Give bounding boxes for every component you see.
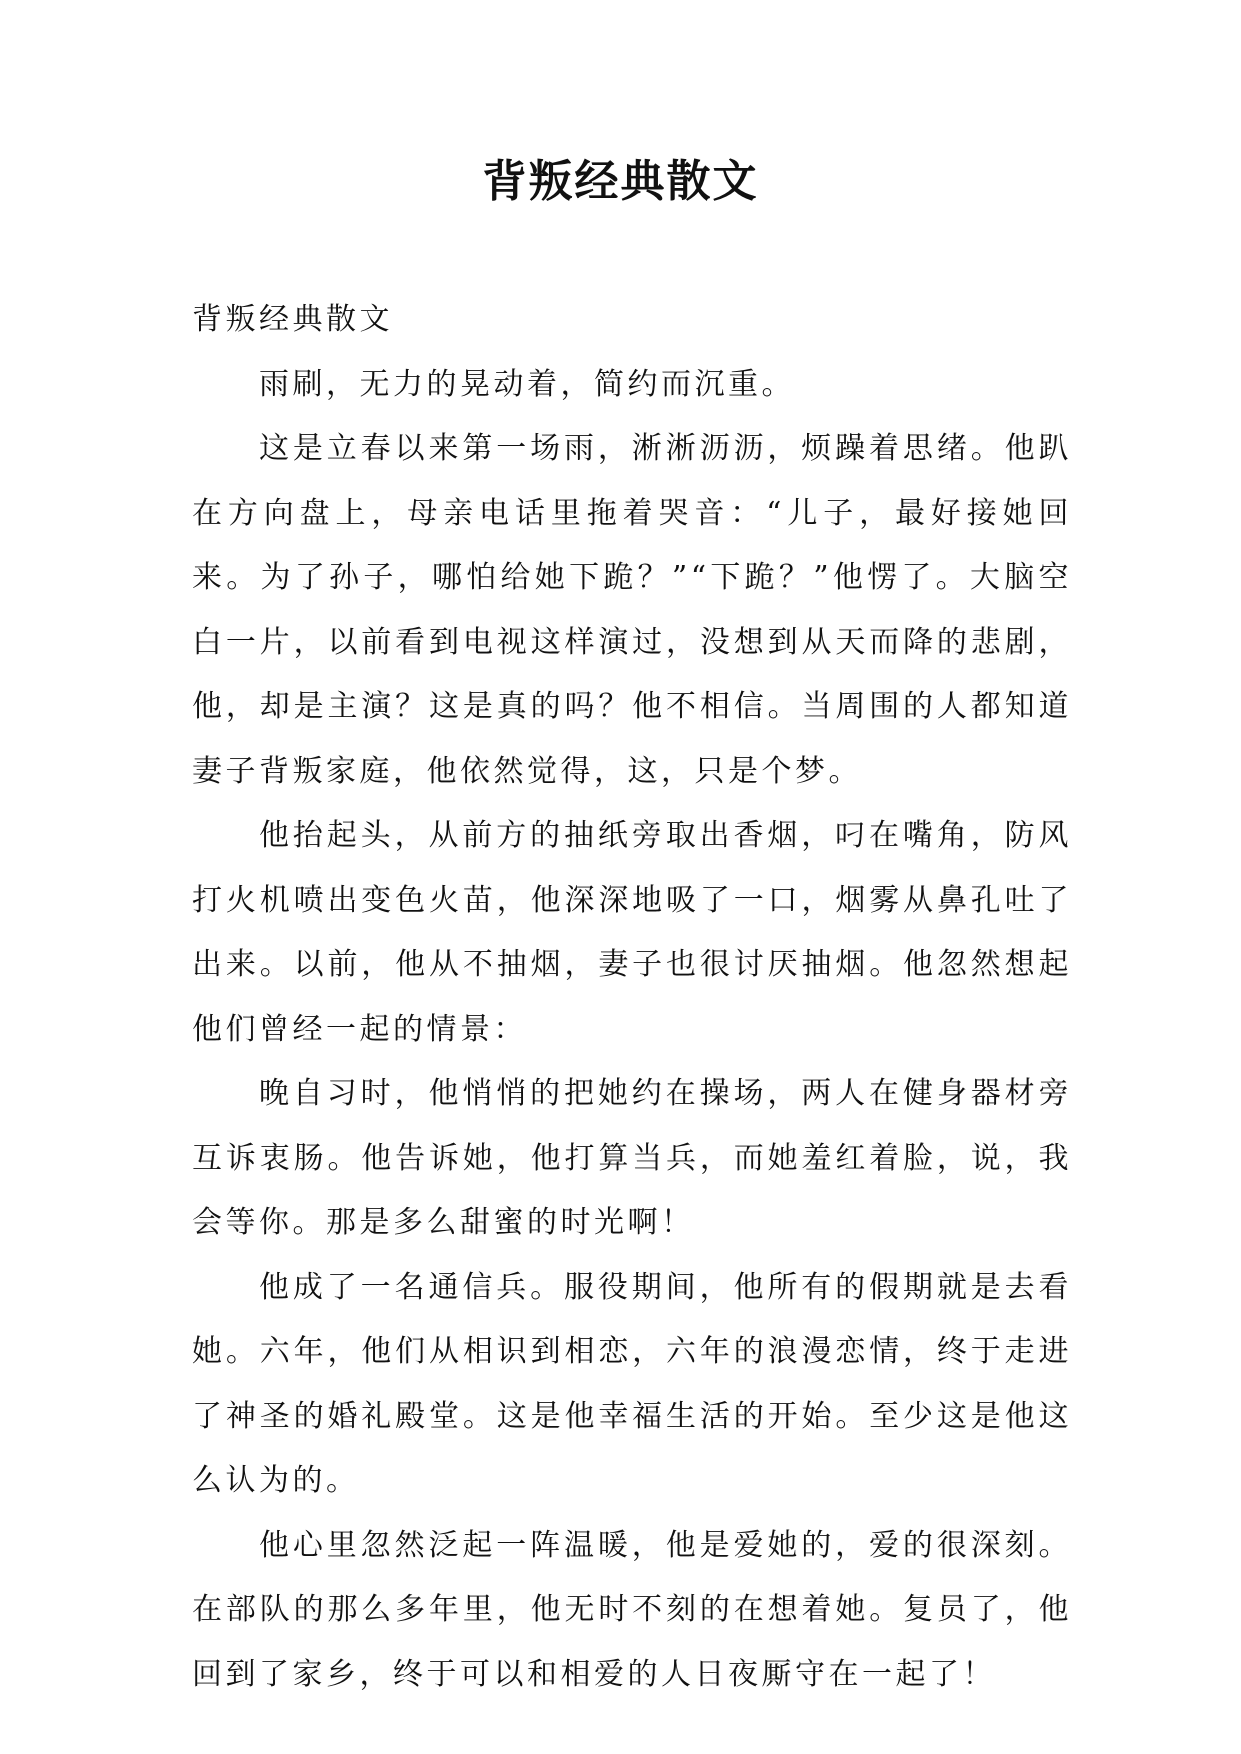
- document-heading: 背叛经典散文: [192, 302, 393, 337]
- paragraph: 这是立春以来第一场雨，淅淅沥沥，烦躁着思绪。他趴在方向盘上，母亲电话里拖着哭音：“儿子，最好接她回来。为了孙子，哪怕给她下跪？”“下跪？”他愣了。大脑空白一片，以前看到电视这样演过，没想到从天而降的悲剧，他，却是主演？这是真的吗？他不相信。当周围的人都知道妻子背叛家庭，他依然觉得，这，只是个梦。: [192, 431, 1072, 789]
- document-body: [192, 288, 1072, 1707]
- document-title: 背叛经典散文: [482, 156, 759, 207]
- paragraph: 他抬起头，从前方的抽纸旁取出香烟，叼在嘴角，防风打火机喷出变色火苗，他深深地吸了一口，烟雾从鼻孔吐了出来。以前，他从不抽烟，妻子也很讨厌抽烟。他忽然想起他们曾经一起的情景：: [192, 818, 1072, 1047]
- paragraph: 他成了一名通信兵。服役期间，他所有的假期就是去看她。六年，他们从相识到相恋，六年的浪漫恋情，终于走进了神圣的婚礼殿堂。这是他幸福生活的开始。至少这是他这么认为的。: [192, 1269, 1072, 1498]
- paragraph: 晚自习时，他悄悄的把她约在操场，两人在健身器材旁互诉衷肠。他告诉她，他打算当兵，而她羞红着脸，说，我会等你。那是多么甜蜜的时光啊！: [192, 1076, 1072, 1240]
- paragraph: 他心里忽然泛起一阵温暖，他是爱她的，爱的很深刻。在部队的那么多年里，他无时不刻的在想着她。复员了，他回到了家乡，终于可以和相爱的人日夜厮守在一起了！: [192, 1527, 1072, 1692]
- paragraph: 雨刷，无力的晃动着，简约而沉重。: [259, 366, 795, 402]
